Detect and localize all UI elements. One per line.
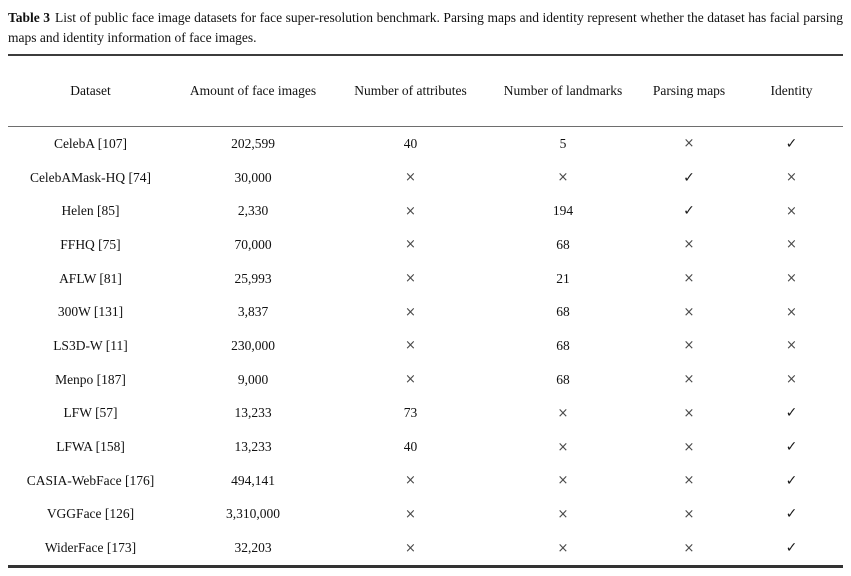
identity-cell: ×: [786, 271, 797, 287]
landmarks-cell: ×: [557, 405, 569, 421]
amount-cell: 2,330: [237, 203, 269, 219]
table-caption-label: Table 3: [8, 10, 51, 25]
parsing-maps-cell: ×: [683, 304, 695, 320]
parsing-maps-cell: ×: [683, 338, 695, 354]
identity-cell: ×: [786, 203, 797, 219]
attributes-cell: ×: [405, 473, 416, 489]
amount-cell: 32,203: [234, 540, 272, 556]
identity-cell: ×: [786, 170, 797, 186]
attributes-cell: ×: [405, 338, 416, 354]
landmarks-cell: 68: [556, 304, 570, 320]
identity-cell: ×: [786, 237, 797, 253]
landmarks-cell: 68: [556, 337, 570, 353]
column-header-attributes: Number of attributes: [333, 55, 488, 127]
landmarks-cell: 68: [556, 371, 570, 387]
landmarks-cell: ×: [557, 506, 569, 522]
attributes-cell: ×: [405, 170, 416, 186]
dataset-cell: LS3D-W [11]: [53, 337, 128, 353]
dataset-cell: AFLW [81]: [59, 270, 122, 286]
amount-cell: 494,141: [231, 472, 275, 488]
dataset-cell: LFWA [158]: [56, 439, 125, 455]
attributes-cell: 40: [403, 439, 418, 455]
datasets-table: [8, 54, 843, 568]
amount-cell: 202,599: [231, 135, 275, 151]
identity-cell: ✓: [785, 405, 798, 422]
dataset-cell: 300W [131]: [57, 304, 124, 320]
amount-cell: 30,000: [234, 169, 272, 185]
dataset-cell: CelebA [107]: [53, 135, 128, 151]
amount-cell: 13,233: [234, 439, 272, 455]
column-header-dataset: Dataset: [8, 55, 173, 127]
amount-cell: 25,993: [234, 270, 272, 286]
dataset-cell: WiderFace [173]: [44, 540, 137, 556]
attributes-cell: ×: [405, 506, 416, 522]
parsing-maps-cell: ×: [683, 372, 695, 388]
amount-cell: 13,233: [234, 405, 272, 421]
amount-cell: 3,310,000: [226, 506, 280, 522]
landmarks-cell: 5: [559, 135, 567, 151]
table-body: [8, 127, 843, 567]
amount-cell: 9,000: [237, 371, 269, 387]
dataset-cell: FFHQ [75]: [60, 236, 121, 252]
dataset-cell: VGGFace [126]: [46, 506, 135, 522]
dataset-cell: CASIA-WebFace [176]: [26, 472, 155, 488]
table-row: [8, 228, 843, 262]
attributes-cell: ×: [405, 304, 416, 320]
landmarks-cell: ×: [557, 439, 569, 455]
parsing-maps-cell: ×: [683, 506, 695, 522]
landmarks-cell: 194: [552, 203, 574, 219]
table-row: [8, 161, 843, 195]
column-header-parsing: Parsing maps: [638, 55, 740, 127]
attributes-cell: 40: [403, 135, 418, 151]
table-row: [8, 531, 843, 566]
parsing-maps-cell: ×: [683, 136, 695, 152]
attributes-cell: ×: [405, 203, 416, 219]
identity-cell: ×: [786, 338, 797, 354]
parsing-maps-cell: ×: [683, 540, 695, 556]
table-header-row: [8, 55, 843, 127]
parsing-maps-cell: ×: [683, 237, 695, 253]
table-row: [8, 363, 843, 397]
parsing-maps-cell: ✓: [683, 169, 695, 186]
table-row: [8, 464, 843, 498]
parsing-maps-cell: ✓: [683, 203, 695, 220]
amount-cell: 230,000: [231, 337, 275, 353]
attributes-cell: ×: [405, 237, 416, 253]
identity-cell: ×: [786, 372, 797, 388]
identity-cell: ✓: [785, 472, 798, 489]
table-row: [8, 329, 843, 363]
column-header-amount: Amount of face images: [173, 55, 333, 127]
table-row: [8, 262, 843, 296]
table-row: [8, 127, 843, 161]
attributes-cell: ×: [405, 271, 416, 287]
identity-cell: ✓: [785, 540, 798, 557]
table-row: [8, 498, 843, 532]
attributes-cell: ×: [405, 372, 416, 388]
dataset-cell: LFW [57]: [63, 405, 118, 421]
attributes-cell: 73: [403, 405, 418, 421]
column-header-landmarks: Number of landmarks: [488, 55, 638, 127]
table-row: [8, 295, 843, 329]
identity-cell: ✓: [785, 135, 798, 152]
dataset-cell: Helen [85]: [61, 203, 120, 219]
attributes-cell: ×: [405, 540, 416, 556]
identity-cell: ✓: [785, 506, 798, 523]
amount-cell: 70,000: [234, 236, 272, 252]
amount-cell: 3,837: [237, 304, 269, 320]
parsing-maps-cell: ×: [683, 271, 695, 287]
identity-cell: ✓: [785, 439, 798, 456]
table-caption: [8, 8, 843, 48]
landmarks-cell: ×: [557, 473, 569, 489]
parsing-maps-cell: ×: [683, 473, 695, 489]
dataset-cell: Menpo [187]: [55, 371, 126, 387]
parsing-maps-cell: ×: [683, 405, 695, 421]
table-row: [8, 430, 843, 464]
landmarks-cell: ×: [557, 170, 569, 186]
landmarks-cell: 21: [556, 270, 570, 286]
table-row: [8, 397, 843, 431]
identity-cell: ×: [786, 304, 797, 320]
parsing-maps-cell: ×: [683, 439, 695, 455]
landmarks-cell: ×: [557, 540, 569, 556]
landmarks-cell: 68: [556, 236, 570, 252]
table-row: [8, 194, 843, 228]
table-caption-text: List of public face image datasets for face super-resolution benchmark. Parsing maps and identity represent whether the dataset has facial parsing maps and identity information of face images.: [8, 10, 843, 45]
dataset-cell: CelebAMask-HQ [74]: [29, 169, 152, 185]
column-header-identity: Identity: [740, 55, 843, 127]
